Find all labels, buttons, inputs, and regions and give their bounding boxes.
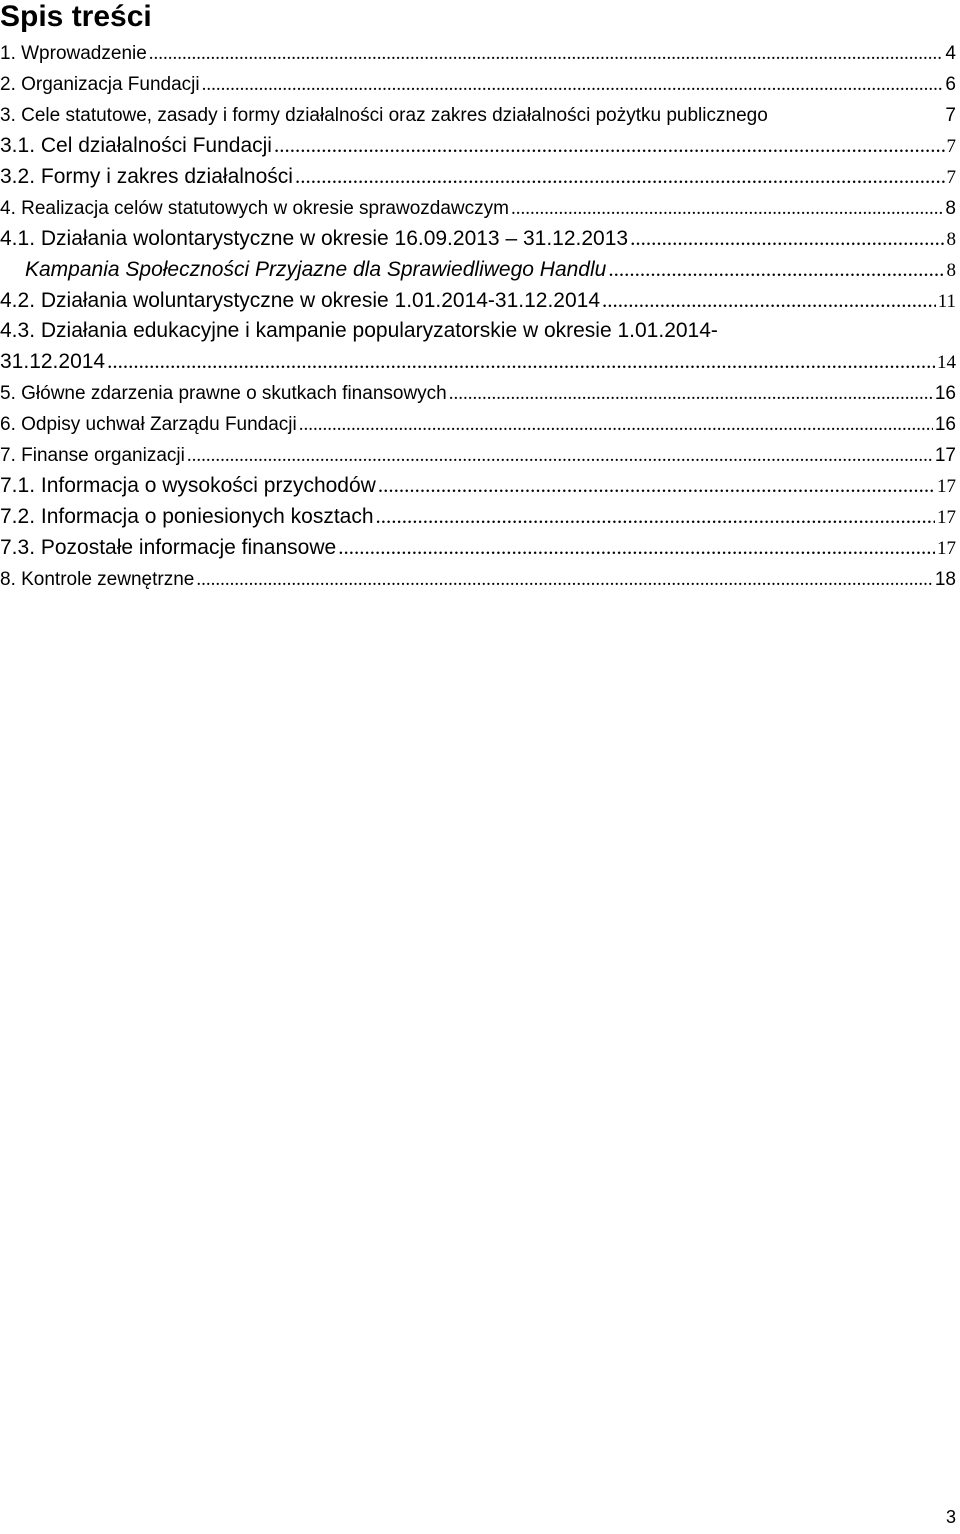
toc-entry-label: 1. Wprowadzenie — [0, 43, 147, 64]
toc-entry-label: 4.2. Działania woluntarystyczne w okresie 1.01.2014-31.12.2014 — [0, 289, 601, 312]
toc-entry[interactable] — [0, 127, 960, 158]
toc-leader — [602, 288, 936, 313]
toc-leader — [630, 226, 944, 251]
toc-entry-label: 8. Kontrole zewnętrzne — [0, 569, 195, 590]
toc-entry-page: 8 — [945, 198, 956, 219]
toc-entry-label: 4.1. Działania wolontarystyczne w okresie 16.09.2013 – 31.12.2013 — [0, 227, 629, 250]
toc-entry-label: 7.3. Pozostałe informacje finansowe — [0, 536, 337, 559]
toc-entry-page: 11 — [937, 291, 956, 312]
toc-entry-page: 17 — [937, 507, 956, 528]
toc-entry[interactable] — [0, 34, 960, 65]
toc-entry-page: 16 — [934, 383, 956, 404]
toc-leader — [107, 349, 935, 374]
toc-leader — [202, 74, 944, 96]
toc-entry-label: 4.3. Działania edukacyjne i kampanie popularyzatorskie w okresie 1.01.2014- — [0, 319, 718, 342]
toc-title: Spis treści — [0, 0, 152, 33]
toc-leader — [338, 535, 935, 560]
toc-entry-page: 16 — [934, 414, 956, 435]
toc-entry-label: 7. Finanse organizacji — [0, 445, 185, 466]
toc-entry-label: 31.12.2014 — [0, 350, 106, 373]
toc-entry-label: Kampania Społeczności Przyjazne dla Sprawiedliwego Handlu — [25, 258, 607, 281]
toc-leader — [187, 445, 933, 467]
toc-entry-page: 6 — [945, 74, 956, 95]
toc-entry[interactable] — [0, 65, 960, 96]
toc-leader — [196, 569, 933, 591]
toc-entry[interactable] — [0, 436, 960, 467]
toc-entry[interactable] — [0, 251, 960, 282]
toc-entry-label: 2. Organizacja Fundacji — [0, 74, 200, 95]
toc-entry-label: 3. Cele statutowe, zasady i formy działalności oraz zakres działalności pożytku publicznego — [0, 105, 768, 126]
toc-leader — [149, 43, 944, 65]
toc-entry-label: 7.2. Informacja o poniesionych kosztach — [0, 505, 374, 528]
toc-leader — [376, 504, 935, 529]
toc-entry-label: 6. Odpisy uchwał Zarządu Fundacji — [0, 414, 297, 435]
toc-entry-label: 5. Główne zdarzenia prawne o skutkach finansowych — [0, 383, 447, 404]
toc-entry[interactable] — [0, 189, 960, 220]
toc-leader — [378, 473, 935, 498]
toc-entry-page: 4 — [945, 43, 956, 64]
toc-entry-continuation[interactable] — [0, 343, 960, 374]
toc-entry[interactable] — [0, 467, 960, 498]
toc-entry[interactable] — [0, 560, 960, 591]
toc-leader — [449, 383, 933, 405]
toc-entry[interactable] — [0, 529, 960, 560]
toc-entry[interactable] — [0, 158, 960, 189]
toc-entry-page: 7 — [945, 105, 956, 126]
toc-entry[interactable] — [0, 220, 960, 251]
toc-entry-page: 14 — [937, 352, 956, 373]
toc-entry-page: 18 — [934, 569, 956, 590]
toc-entry[interactable] — [0, 374, 960, 405]
toc-entry-label: 3.1. Cel działalności Fundacji — [0, 134, 272, 157]
toc-leader — [608, 257, 944, 282]
toc-entry[interactable] — [0, 96, 960, 127]
toc-entry[interactable] — [0, 313, 960, 343]
table-of-contents — [0, 34, 960, 591]
toc-entry-page: 17 — [937, 476, 956, 497]
toc-entry-page: 8 — [946, 229, 956, 250]
toc-entry-label: 3.2. Formy i zakres działalności — [0, 165, 293, 188]
toc-entry-label: 4. Realizacja celów statutowych w okresie sprawozdawczym — [0, 198, 509, 219]
toc-entry-label: 7.1. Informacja o wysokości przychodów — [0, 474, 376, 497]
page-number: 3 — [945, 1507, 956, 1527]
toc-entry-page: 7 — [946, 136, 956, 157]
toc-entry[interactable] — [0, 498, 960, 529]
toc-entry[interactable] — [0, 282, 960, 313]
toc-entry-page: 17 — [937, 538, 956, 559]
toc-entry-page: 17 — [934, 445, 956, 466]
toc-leader — [299, 414, 933, 436]
toc-leader — [274, 133, 945, 158]
toc-entry-page: 7 — [946, 167, 956, 188]
toc-entry[interactable] — [0, 405, 960, 436]
toc-leader — [511, 198, 943, 220]
toc-leader — [295, 164, 945, 189]
toc-entry-page: 8 — [946, 260, 956, 281]
